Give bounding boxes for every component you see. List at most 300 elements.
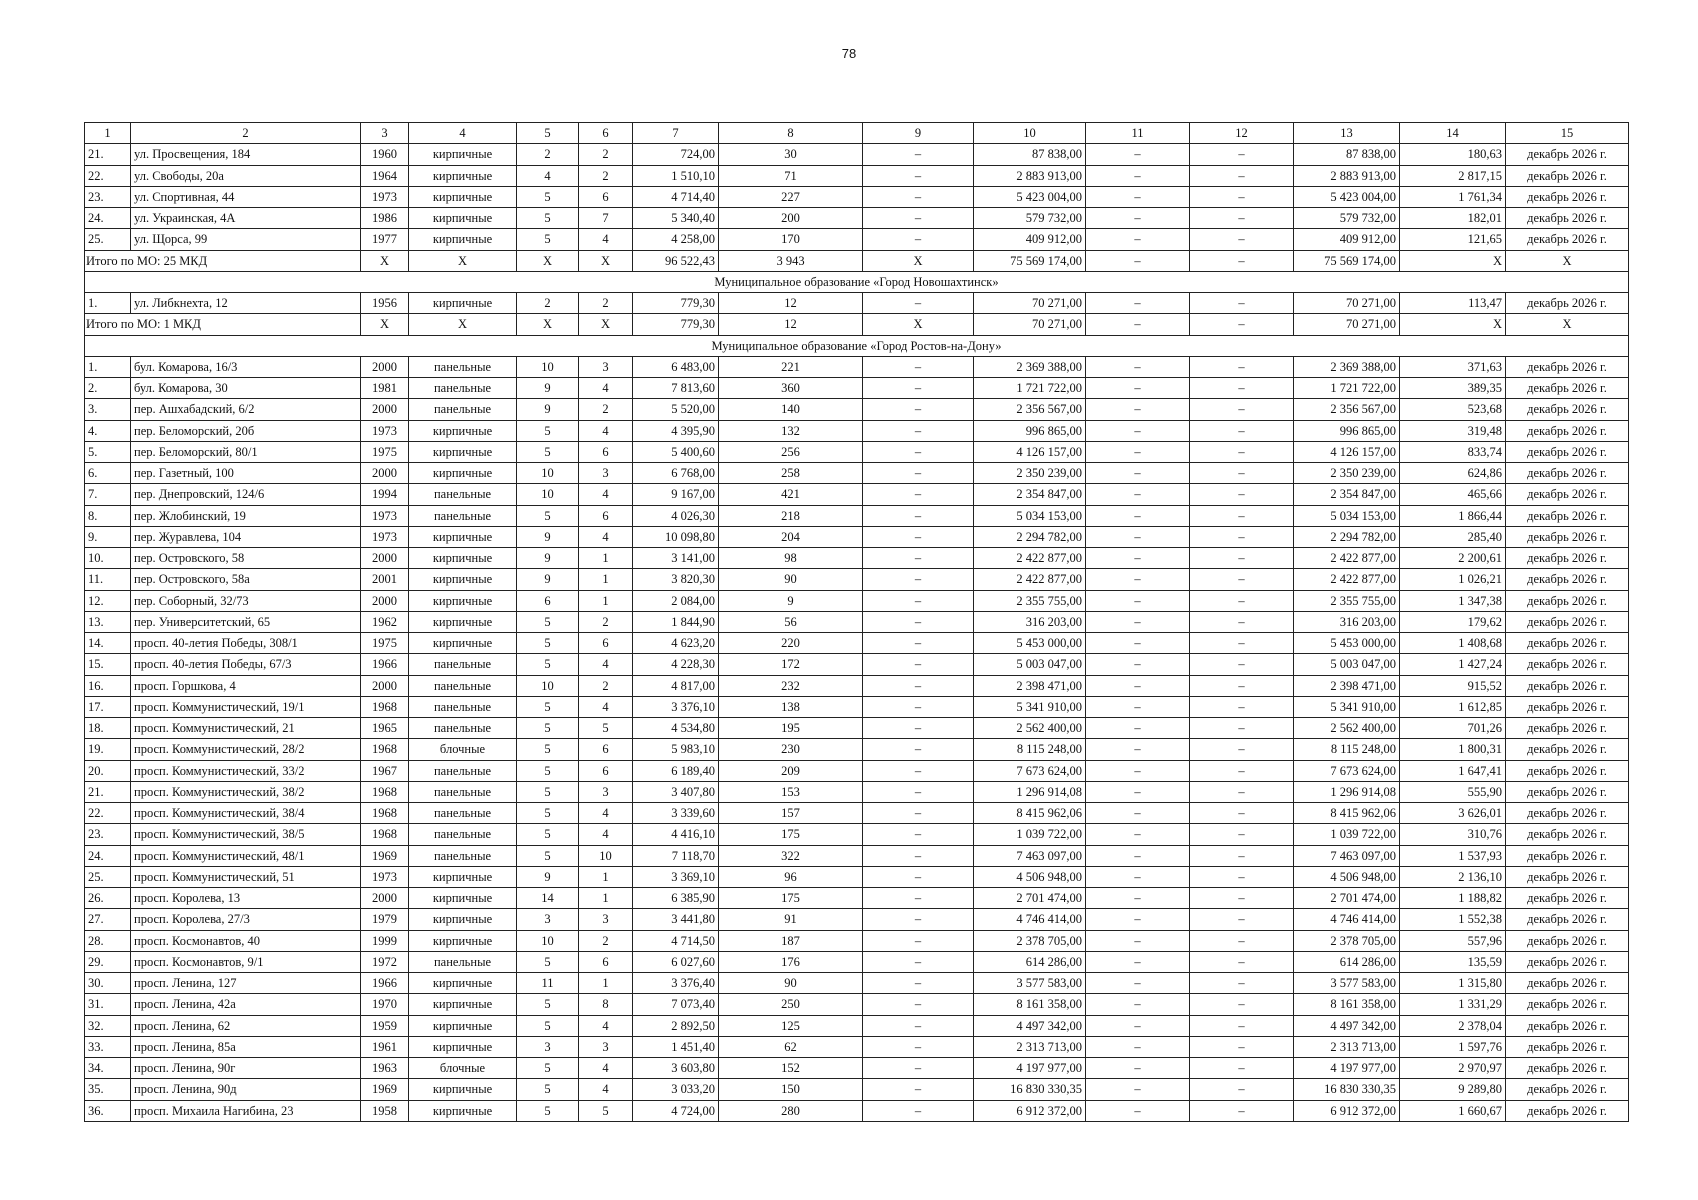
table-cell: декабрь 2026 г. [1506,739,1629,760]
table-cell: 12. [85,590,131,611]
column-number: 4 [409,123,517,144]
table-cell: просп. Ленина, 127 [131,973,361,994]
table-cell: 7 [579,208,633,229]
table-cell: 285,40 [1400,526,1506,547]
table-cell: 5 [517,229,579,250]
table-cell: 2 378,04 [1400,1015,1506,1036]
table-cell: 2 817,15 [1400,165,1506,186]
table-cell: 579 732,00 [974,208,1086,229]
table-cell: ул. Просвещения, 184 [131,144,361,165]
table-cell: – [1086,590,1190,611]
table-cell: – [1190,1079,1294,1100]
table-cell: 1999 [361,930,409,951]
table-row [85,654,1629,675]
table-cell: 1963 [361,1058,409,1079]
table-cell: 1966 [361,654,409,675]
table-row [85,484,1629,505]
table-cell: 9. [85,526,131,547]
table-row [85,399,1629,420]
table-row [85,973,1629,994]
table-cell: – [1190,633,1294,654]
table-cell: 4 534,80 [633,718,719,739]
table-cell: панельные [409,484,517,505]
table-cell: 24. [85,208,131,229]
table-cell: декабрь 2026 г. [1506,1100,1629,1121]
table-cell: 1 [579,888,633,909]
summary-cell: 12 [719,314,863,335]
table-cell: пер. Беломорский, 80/1 [131,441,361,462]
table-cell: – [863,526,974,547]
table-cell: – [1086,186,1190,207]
table-cell: 2 200,61 [1400,548,1506,569]
table-cell: – [863,1058,974,1079]
table-cell: 140 [719,399,863,420]
table-cell: – [1190,1015,1294,1036]
table-cell: 22. [85,165,131,186]
table-cell: кирпичные [409,293,517,314]
table-cell: 175 [719,824,863,845]
table-cell: – [1190,845,1294,866]
table-cell: 7 673 624,00 [974,760,1086,781]
table-cell: 1973 [361,186,409,207]
table-cell: – [1190,1058,1294,1079]
table-cell: просп. Михаила Нагибина, 23 [131,1100,361,1121]
table-cell: 2 378 705,00 [1294,930,1400,951]
table-cell: – [1086,484,1190,505]
table-cell: 1 315,80 [1400,973,1506,994]
table-cell: – [1086,293,1190,314]
table-cell: 5 983,10 [633,739,719,760]
table-cell: – [1190,484,1294,505]
table-cell: 4 506 948,00 [974,866,1086,887]
table-row [85,548,1629,569]
table-cell: 1 597,76 [1400,1036,1506,1057]
table-cell: 2 [579,611,633,632]
table-cell: 371,63 [1400,356,1506,377]
summary-cell: – [1086,250,1190,271]
table-cell: декабрь 2026 г. [1506,654,1629,675]
summary-cell: 70 271,00 [974,314,1086,335]
table-cell: 2 378 705,00 [974,930,1086,951]
table-cell: 5 341 910,00 [1294,696,1400,717]
table-cell: 13. [85,611,131,632]
table-cell: 3 820,30 [633,569,719,590]
table-cell: 4 [579,1058,633,1079]
table-cell: 132 [719,420,863,441]
table-row [85,866,1629,887]
table-cell: кирпичные [409,611,517,632]
table-cell: 5. [85,441,131,462]
table-cell: 3 577 583,00 [1294,973,1400,994]
table-cell: – [1086,909,1190,930]
table-cell: 3 407,80 [633,781,719,802]
table-cell: 1965 [361,718,409,739]
table-cell: панельные [409,803,517,824]
table-cell: кирпичные [409,1036,517,1057]
table-cell: 9 [517,866,579,887]
table-cell: – [863,144,974,165]
table-cell: 8 [579,994,633,1015]
table-cell: 157 [719,803,863,824]
table-cell: 2 892,50 [633,1015,719,1036]
table-cell: 4 623,20 [633,633,719,654]
summary-cell: – [1086,314,1190,335]
table-cell: – [1086,888,1190,909]
table-cell: 113,47 [1400,293,1506,314]
table-cell: 5 [517,951,579,972]
table-cell: 2 136,10 [1400,866,1506,887]
table-cell: пер. Газетный, 100 [131,463,361,484]
column-number: 5 [517,123,579,144]
table-cell: 409 912,00 [1294,229,1400,250]
table-cell: 23. [85,824,131,845]
table-cell: 724,00 [633,144,719,165]
table-cell: 2000 [361,356,409,377]
table-cell: 10 [517,356,579,377]
table-cell: – [1086,824,1190,845]
table-cell: 1973 [361,526,409,547]
table-cell: – [1190,760,1294,781]
table-cell: 175 [719,888,863,909]
table-cell: 701,26 [1400,718,1506,739]
table-cell: – [863,696,974,717]
table-cell: – [863,420,974,441]
table-cell: 152 [719,1058,863,1079]
table-cell: – [1086,420,1190,441]
table-cell: 4 [579,526,633,547]
summary-label: Итого по МО: 25 МКД [85,250,361,271]
section-title: Муниципальное образование «Город Новошахтинск» [85,271,1629,292]
table-cell: 2 422 877,00 [974,569,1086,590]
table-cell: 5 400,60 [633,441,719,462]
table-cell: 3 033,20 [633,1079,719,1100]
table-cell: 1994 [361,484,409,505]
table-cell: 1 612,85 [1400,696,1506,717]
table-cell: – [1086,208,1190,229]
table-cell: 9 [517,399,579,420]
table-cell: 8 115 248,00 [1294,739,1400,760]
table-row [85,824,1629,845]
table-cell: – [1086,696,1190,717]
table-cell: – [863,824,974,845]
table-cell: 3 441,80 [633,909,719,930]
table-cell: 5 [517,611,579,632]
table-cell: 1 647,41 [1400,760,1506,781]
table-cell: 14 [517,888,579,909]
table-row [85,845,1629,866]
table-cell: – [1190,781,1294,802]
table-cell: – [863,675,974,696]
table-cell: блочные [409,1058,517,1079]
table-cell: 1 [579,973,633,994]
table-cell: 4 746 414,00 [974,909,1086,930]
table-cell: 579 732,00 [1294,208,1400,229]
table-cell: 5 [517,1015,579,1036]
table-cell: 34. [85,1058,131,1079]
table-cell: декабрь 2026 г. [1506,611,1629,632]
table-cell: 389,35 [1400,378,1506,399]
table-cell: 409 912,00 [974,229,1086,250]
table-cell: 1 [579,866,633,887]
table-cell: – [1086,845,1190,866]
table-cell: панельные [409,378,517,399]
table-cell: кирпичные [409,633,517,654]
table-cell: 170 [719,229,863,250]
table-cell: 32. [85,1015,131,1036]
table-cell: – [1190,930,1294,951]
table-cell: декабрь 2026 г. [1506,866,1629,887]
table-cell: – [1190,569,1294,590]
table-cell: просп. Ленина, 90д [131,1079,361,1100]
table-cell: кирпичные [409,441,517,462]
table-cell: – [1190,186,1294,207]
table-cell: 1 [579,590,633,611]
table-cell: – [1190,208,1294,229]
table-cell: 2 970,97 [1400,1058,1506,1079]
table-cell: – [1086,441,1190,462]
table-cell: – [1190,739,1294,760]
table-cell: 5 [517,1100,579,1121]
table-cell: 4 [579,1015,633,1036]
column-number: 10 [974,123,1086,144]
table-cell: просп. Ленина, 62 [131,1015,361,1036]
table-cell: 31. [85,994,131,1015]
table-cell: – [863,739,974,760]
table-cell: – [863,654,974,675]
table-cell: – [863,378,974,399]
table-cell: 1 331,29 [1400,994,1506,1015]
table-cell: 30. [85,973,131,994]
table-cell: – [1086,1079,1190,1100]
table-cell: – [1086,739,1190,760]
table-cell: 3 [579,1036,633,1057]
column-number: 2 [131,123,361,144]
table-cell: 9 [517,548,579,569]
table-cell: 2 562 400,00 [1294,718,1400,739]
table-cell: кирпичные [409,420,517,441]
table-cell: 2000 [361,888,409,909]
table-cell: просп. Коммунистический, 38/5 [131,824,361,845]
table-cell: 6 912 372,00 [1294,1100,1400,1121]
table-cell: 230 [719,739,863,760]
table-cell: 2 [517,293,579,314]
table-cell: кирпичные [409,548,517,569]
summary-cell: 70 271,00 [1294,314,1400,335]
page-number: 78 [841,46,857,61]
table-cell: просп. 40-летия Победы, 308/1 [131,633,361,654]
table-cell: 25. [85,866,131,887]
table-cell: 2 [579,675,633,696]
table-cell: 180,63 [1400,144,1506,165]
table-cell: пер. Островского, 58 [131,548,361,569]
summary-cell: 96 522,43 [633,250,719,271]
table-cell: 2000 [361,463,409,484]
column-number-row [85,123,1629,144]
table-cell: пер. Островского, 58а [131,569,361,590]
table-cell: 322 [719,845,863,866]
table-cell: 1973 [361,420,409,441]
table-cell: 10 [517,930,579,951]
table-row [85,229,1629,250]
column-number: 3 [361,123,409,144]
table-cell: – [863,973,974,994]
table-cell: 1968 [361,696,409,717]
table-cell: декабрь 2026 г. [1506,696,1629,717]
table-cell: 833,74 [1400,441,1506,462]
column-number: 9 [863,123,974,144]
table-cell: – [1190,1100,1294,1121]
table-cell: – [863,165,974,186]
table-cell: – [1086,505,1190,526]
table-cell: 2 [579,930,633,951]
table-cell: декабрь 2026 г. [1506,930,1629,951]
table-cell: 4 395,90 [633,420,719,441]
table-cell: 4 506 948,00 [1294,866,1400,887]
table-cell: 4 [579,803,633,824]
table-cell: 2 350 239,00 [974,463,1086,484]
table-cell: 1 721 722,00 [1294,378,1400,399]
table-cell: кирпичные [409,994,517,1015]
table-cell: 1 [579,569,633,590]
table-cell: 2. [85,378,131,399]
table-row [85,420,1629,441]
table-cell: 5 341 910,00 [974,696,1086,717]
table-cell: пер. Жлобинский, 19 [131,505,361,526]
table-cell: 1 039 722,00 [974,824,1086,845]
table-row [85,208,1629,229]
table-cell: 9 [517,526,579,547]
table-cell: кирпичные [409,590,517,611]
table-cell: просп. Космонавтов, 40 [131,930,361,951]
table-cell: 7 463 097,00 [974,845,1086,866]
table-cell: 3 [579,781,633,802]
table-cell: 4 258,00 [633,229,719,250]
table-cell: декабрь 2026 г. [1506,781,1629,802]
table-cell: 1 552,38 [1400,909,1506,930]
table-cell: 138 [719,696,863,717]
summary-cell: X [579,314,633,335]
table-cell: декабрь 2026 г. [1506,441,1629,462]
table-cell: бул. Комарова, 16/3 [131,356,361,377]
table-cell: – [863,633,974,654]
table-cell: кирпичные [409,866,517,887]
table-cell: кирпичные [409,229,517,250]
table-cell: – [863,463,974,484]
table-cell: 1970 [361,994,409,1015]
table-cell: декабрь 2026 г. [1506,165,1629,186]
table-cell: – [1190,165,1294,186]
table-cell: 3 141,00 [633,548,719,569]
table-cell: 4 817,00 [633,675,719,696]
table-cell: 4 197 977,00 [974,1058,1086,1079]
table-cell: 172 [719,654,863,675]
table-cell: 5 453 000,00 [1294,633,1400,654]
table-cell: 70 271,00 [974,293,1086,314]
table-cell: – [1086,803,1190,824]
table-cell: 523,68 [1400,399,1506,420]
table-cell: 12 [719,293,863,314]
table-cell: 6 189,40 [633,760,719,781]
table-cell: 3. [85,399,131,420]
table-cell: – [1086,569,1190,590]
table-row [85,590,1629,611]
summary-cell: X [361,250,409,271]
table-cell: 5 [517,420,579,441]
column-number: 14 [1400,123,1506,144]
table-cell: 316 203,00 [1294,611,1400,632]
table-cell: 6 768,00 [633,463,719,484]
table-cell: – [1190,229,1294,250]
table-cell: – [1190,909,1294,930]
table-cell: 1968 [361,824,409,845]
table-cell: – [1086,633,1190,654]
table-cell: 4 724,00 [633,1100,719,1121]
table-cell: – [863,930,974,951]
table-cell: 195 [719,718,863,739]
table-cell: ул. Щорса, 99 [131,229,361,250]
table-row [85,186,1629,207]
table-cell: 14. [85,633,131,654]
table-cell: 200 [719,208,863,229]
table-cell: декабрь 2026 г. [1506,803,1629,824]
table-cell: 3 376,10 [633,696,719,717]
table-cell: 6 385,90 [633,888,719,909]
table-cell: кирпичные [409,909,517,930]
table-cell: 1 866,44 [1400,505,1506,526]
table-cell: 8 115 248,00 [974,739,1086,760]
table-cell: 4 [579,420,633,441]
table-cell: 6 912 372,00 [974,1100,1086,1121]
table-cell: – [1086,675,1190,696]
table-cell: декабрь 2026 г. [1506,1015,1629,1036]
table-cell: 227 [719,186,863,207]
table-cell: 182,01 [1400,208,1506,229]
table-cell: 2 354 847,00 [974,484,1086,505]
table-cell: 4 126 157,00 [974,441,1086,462]
table-cell: – [1190,696,1294,717]
table-cell: пер. Беломорский, 20б [131,420,361,441]
table-cell: 421 [719,484,863,505]
table-cell: пер. Ашхабадский, 6/2 [131,399,361,420]
table-cell: 135,59 [1400,951,1506,972]
table-cell: 6 [579,505,633,526]
table-cell: 2 084,00 [633,590,719,611]
table-cell: – [863,441,974,462]
table-cell: кирпичные [409,888,517,909]
table-cell: декабрь 2026 г. [1506,590,1629,611]
table-cell: 10 098,80 [633,526,719,547]
table-cell: – [1190,548,1294,569]
table-cell: ул. Спортивная, 44 [131,186,361,207]
table-cell: 3 577 583,00 [974,973,1086,994]
table-cell: панельные [409,951,517,972]
table-cell: – [863,888,974,909]
table-cell: 8. [85,505,131,526]
table-cell: 2 [517,144,579,165]
table-cell: – [1190,866,1294,887]
table-cell: ул. Украинская, 4А [131,208,361,229]
table-cell: 16. [85,675,131,696]
table-cell: просп. Ленина, 85а [131,1036,361,1057]
table-cell: 7 463 097,00 [1294,845,1400,866]
table-cell: 1973 [361,505,409,526]
table-cell: 915,52 [1400,675,1506,696]
summary-cell: X [579,250,633,271]
table-cell: декабрь 2026 г. [1506,951,1629,972]
table-cell: 4 [517,165,579,186]
table-cell: декабрь 2026 г. [1506,144,1629,165]
column-number: 11 [1086,123,1190,144]
